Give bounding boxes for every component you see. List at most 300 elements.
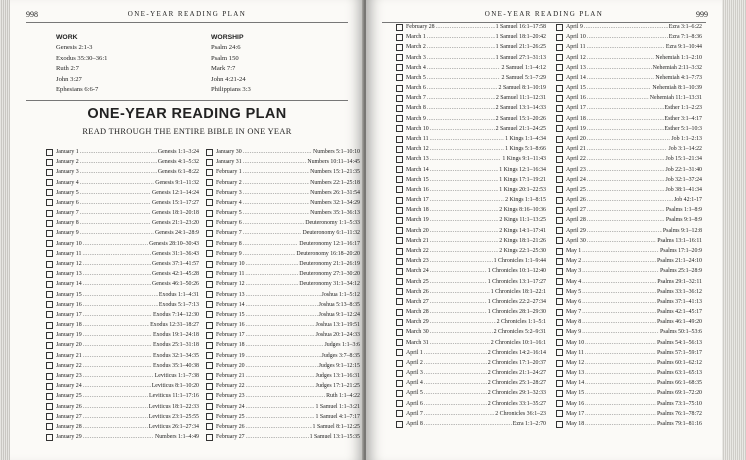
reading-entry[interactable]	[206, 249, 360, 259]
reading-reference: Psalms 79:1–81:16	[656, 421, 702, 428]
reading-checkbox[interactable]	[206, 210, 213, 217]
reading-entry[interactable]	[46, 371, 199, 381]
reading-entry[interactable]	[46, 157, 199, 167]
reading-checkbox[interactable]	[556, 329, 563, 336]
reading-entry[interactable]	[556, 277, 702, 287]
reading-checkbox[interactable]	[206, 250, 213, 257]
reading-checkbox[interactable]	[556, 136, 563, 143]
reading-entry[interactable]	[396, 338, 546, 348]
reading-checkbox[interactable]	[556, 288, 563, 295]
reading-checkbox[interactable]	[206, 159, 213, 166]
reading-entry[interactable]	[556, 42, 702, 52]
reading-checkbox[interactable]	[46, 301, 53, 308]
reading-entry[interactable]	[396, 226, 546, 236]
reading-entry[interactable]	[46, 269, 199, 279]
reading-checkbox[interactable]	[206, 403, 213, 410]
topic-reference: Philippians 3:3	[211, 86, 251, 93]
reading-entry[interactable]	[396, 266, 546, 276]
reading-checkbox[interactable]	[396, 24, 403, 31]
reading-entry[interactable]	[396, 165, 546, 175]
reading-entry[interactable]	[206, 259, 360, 269]
reading-entry[interactable]	[556, 134, 702, 144]
reading-entry[interactable]	[46, 412, 199, 422]
reading-entry[interactable]	[206, 279, 360, 289]
reading-checkbox[interactable]	[396, 166, 403, 173]
reading-checkbox[interactable]	[396, 115, 403, 122]
reading-date: January 9	[56, 230, 79, 237]
reading-checkbox[interactable]	[556, 390, 563, 397]
reading-checkbox[interactable]	[396, 370, 403, 377]
reading-entry[interactable]	[46, 279, 199, 289]
reading-entry[interactable]	[46, 432, 199, 442]
reading-checkbox[interactable]	[46, 199, 53, 206]
reading-checkbox[interactable]	[396, 227, 403, 234]
reading-checkbox[interactable]	[46, 291, 53, 298]
leader-dots	[427, 93, 495, 103]
reading-date: April 5	[406, 390, 423, 397]
reading-entry[interactable]	[206, 167, 360, 177]
reading-checkbox[interactable]	[46, 332, 53, 339]
reading-checkbox[interactable]	[556, 421, 563, 428]
reading-entry[interactable]	[46, 188, 199, 198]
reading-checkbox[interactable]	[46, 169, 53, 176]
reading-entry[interactable]	[396, 175, 546, 185]
reading-entry[interactable]	[46, 351, 199, 361]
reading-checkbox[interactable]	[556, 74, 563, 81]
reading-checkbox[interactable]	[556, 309, 563, 316]
reading-checkbox[interactable]	[396, 54, 403, 61]
reading-entry[interactable]	[46, 340, 199, 350]
reading-checkbox[interactable]	[206, 322, 213, 329]
reading-entry[interactable]	[206, 391, 360, 401]
reading-reference: 1 Chronicles 18:1–22:1	[490, 288, 546, 295]
reading-entry[interactable]	[396, 73, 546, 83]
reading-entry[interactable]	[556, 185, 702, 195]
reading-entry[interactable]	[556, 358, 702, 368]
reading-checkbox[interactable]	[206, 393, 213, 400]
reading-checkbox[interactable]	[206, 281, 213, 288]
reading-checkbox[interactable]	[396, 197, 403, 204]
reading-entry[interactable]	[206, 218, 360, 228]
reading-checkbox[interactable]	[556, 227, 563, 234]
reading-entry[interactable]	[206, 330, 360, 340]
reading-entry[interactable]	[206, 228, 360, 238]
reading-entry[interactable]	[206, 188, 360, 198]
reading-entry[interactable]	[46, 249, 199, 259]
reading-checkbox[interactable]	[46, 373, 53, 380]
reading-entry[interactable]	[556, 114, 702, 124]
reading-checkbox[interactable]	[206, 149, 213, 156]
reading-date: March 26	[406, 288, 429, 295]
reading-entry[interactable]	[396, 195, 546, 205]
reading-entry[interactable]	[396, 53, 546, 63]
reading-checkbox[interactable]	[46, 159, 53, 166]
reading-checkbox[interactable]	[396, 329, 403, 336]
reading-entry[interactable]	[556, 53, 702, 63]
reading-reference: Nehemiah 8:1–10:39	[652, 85, 702, 92]
reading-entry[interactable]	[206, 310, 360, 320]
reading-entry[interactable]	[46, 239, 199, 249]
reading-entry[interactable]	[556, 246, 702, 256]
reading-checkbox[interactable]	[46, 311, 53, 318]
reading-entry[interactable]	[46, 402, 199, 412]
reading-checkbox[interactable]	[206, 373, 213, 380]
reading-checkbox[interactable]	[206, 311, 213, 318]
reading-checkbox[interactable]	[556, 298, 563, 305]
reading-entry[interactable]	[396, 32, 546, 42]
reading-entry[interactable]	[556, 327, 702, 337]
reading-checkbox[interactable]	[46, 210, 53, 217]
reading-checkbox[interactable]	[396, 309, 403, 316]
reading-entry[interactable]	[46, 361, 199, 371]
reading-entry[interactable]	[46, 310, 199, 320]
reading-checkbox[interactable]	[396, 421, 403, 428]
reading-checkbox[interactable]	[206, 332, 213, 339]
reading-entry[interactable]	[396, 297, 546, 307]
reading-checkbox[interactable]	[206, 230, 213, 237]
reading-checkbox[interactable]	[556, 64, 563, 71]
reading-checkbox[interactable]	[396, 34, 403, 41]
leader-dots	[587, 53, 655, 63]
reading-checkbox[interactable]	[46, 179, 53, 186]
reading-entry[interactable]	[556, 297, 702, 307]
reading-checkbox[interactable]	[206, 413, 213, 420]
leader-dots	[587, 175, 665, 185]
reading-entry[interactable]	[556, 175, 702, 185]
reading-checkbox[interactable]	[46, 413, 53, 420]
reading-entry[interactable]	[206, 432, 360, 442]
reading-entry[interactable]	[556, 388, 702, 398]
reading-checkbox[interactable]	[396, 146, 403, 153]
reading-entry[interactable]	[206, 381, 360, 391]
reading-checkbox[interactable]	[396, 258, 403, 265]
reading-entry[interactable]	[46, 178, 199, 188]
reading-entry[interactable]	[206, 361, 360, 371]
reading-checkbox[interactable]	[396, 217, 403, 224]
leader-dots	[582, 297, 656, 307]
reading-checkbox[interactable]	[46, 149, 53, 156]
reading-checkbox[interactable]	[396, 339, 403, 346]
reading-checkbox[interactable]	[46, 281, 53, 288]
reading-entry[interactable]	[206, 198, 360, 208]
reading-entry[interactable]	[46, 422, 199, 432]
reading-entry[interactable]	[396, 287, 546, 297]
reading-entry[interactable]	[556, 409, 702, 419]
reading-checkbox[interactable]	[206, 362, 213, 369]
reading-checkbox[interactable]	[206, 434, 213, 441]
reading-checkbox[interactable]	[556, 115, 563, 122]
reading-checkbox[interactable]	[206, 261, 213, 268]
reading-checkbox[interactable]	[556, 95, 563, 102]
reading-checkbox[interactable]	[206, 342, 213, 349]
reading-checkbox[interactable]	[206, 240, 213, 247]
reading-checkbox[interactable]	[556, 370, 563, 377]
reading-checkbox[interactable]	[556, 319, 563, 326]
reading-entry[interactable]	[396, 399, 546, 409]
reading-entry[interactable]	[206, 239, 360, 249]
reading-checkbox[interactable]	[556, 54, 563, 61]
reading-entry[interactable]	[46, 198, 199, 208]
reading-checkbox[interactable]	[46, 342, 53, 349]
reading-entry[interactable]	[46, 259, 199, 269]
reading-entry[interactable]	[206, 402, 360, 412]
reading-checkbox[interactable]	[396, 400, 403, 407]
reading-date: March 14	[406, 166, 429, 173]
reading-entry[interactable]	[396, 134, 546, 144]
reading-checkbox[interactable]	[206, 291, 213, 298]
reading-entry[interactable]	[206, 208, 360, 218]
reading-checkbox[interactable]	[396, 268, 403, 275]
reading-checkbox[interactable]	[556, 34, 563, 41]
reading-entry[interactable]	[556, 378, 702, 388]
reading-entry[interactable]	[556, 215, 702, 225]
reading-checkbox[interactable]	[556, 217, 563, 224]
reading-entry[interactable]	[206, 371, 360, 381]
reading-entry[interactable]	[396, 114, 546, 124]
reading-checkbox[interactable]	[396, 390, 403, 397]
reading-checkbox[interactable]	[206, 301, 213, 308]
reading-reference: 2 Samuel 21:1–24:25	[495, 125, 546, 132]
reading-checkbox[interactable]	[396, 125, 403, 132]
reading-checkbox[interactable]	[556, 400, 563, 407]
reading-checkbox[interactable]	[396, 248, 403, 255]
reading-entry[interactable]	[46, 330, 199, 340]
reading-entry[interactable]	[556, 144, 702, 154]
reading-checkbox[interactable]	[556, 278, 563, 285]
reading-entry[interactable]	[396, 124, 546, 134]
reading-date: March 29	[406, 319, 429, 326]
reading-entry[interactable]	[396, 22, 546, 32]
reading-entry[interactable]	[396, 205, 546, 215]
reading-checkbox[interactable]	[556, 339, 563, 346]
reading-entry[interactable]	[556, 266, 702, 276]
reading-entry[interactable]	[46, 208, 199, 218]
reading-checkbox[interactable]	[556, 349, 563, 356]
reading-checkbox[interactable]	[206, 352, 213, 359]
reading-entry[interactable]	[396, 256, 546, 266]
reading-checkbox[interactable]	[206, 179, 213, 186]
reading-checkbox[interactable]	[46, 362, 53, 369]
reading-entry[interactable]	[556, 287, 702, 297]
reading-entry[interactable]	[396, 154, 546, 164]
reading-checkbox[interactable]	[46, 261, 53, 268]
reading-entry[interactable]	[556, 154, 702, 164]
reading-checkbox[interactable]	[556, 176, 563, 183]
reading-checkbox[interactable]	[556, 248, 563, 255]
reading-checkbox[interactable]	[396, 74, 403, 81]
reading-entry[interactable]	[396, 419, 546, 429]
reading-checkbox[interactable]	[396, 136, 403, 143]
reading-checkbox[interactable]	[396, 105, 403, 112]
reading-entry[interactable]	[46, 228, 199, 238]
reading-checkbox[interactable]	[46, 383, 53, 390]
reading-entry[interactable]	[556, 73, 702, 83]
reading-checkbox[interactable]	[556, 186, 563, 193]
reading-checkbox[interactable]	[556, 410, 563, 417]
reading-checkbox[interactable]	[206, 423, 213, 430]
reading-entry[interactable]	[556, 348, 702, 358]
reading-entry[interactable]	[556, 399, 702, 409]
reading-checkbox[interactable]	[206, 199, 213, 206]
reading-entry[interactable]	[396, 388, 546, 398]
reading-entry[interactable]	[396, 368, 546, 378]
reading-entry[interactable]	[46, 391, 199, 401]
reading-checkbox[interactable]	[396, 85, 403, 92]
reading-reference: Numbers 35:1–36:13	[310, 210, 360, 217]
reading-date: February 16	[216, 322, 245, 329]
reading-checkbox[interactable]	[556, 44, 563, 51]
reading-entry[interactable]	[206, 290, 360, 300]
reading-entry[interactable]	[556, 83, 702, 93]
reading-entry[interactable]	[46, 147, 199, 157]
reading-checkbox[interactable]	[46, 403, 53, 410]
reading-entry[interactable]	[206, 269, 360, 279]
leader-dots	[587, 42, 665, 52]
reading-checkbox[interactable]	[396, 95, 403, 102]
reading-entry[interactable]	[396, 83, 546, 93]
reading-checkbox[interactable]	[556, 166, 563, 173]
reading-checkbox[interactable]	[46, 230, 53, 237]
reading-checkbox[interactable]	[556, 258, 563, 265]
reading-entry[interactable]	[556, 124, 702, 134]
reading-checkbox[interactable]	[206, 189, 213, 196]
reading-entry[interactable]	[206, 422, 360, 432]
reading-entry[interactable]	[46, 381, 199, 391]
reading-checkbox[interactable]	[46, 393, 53, 400]
reading-entry[interactable]	[556, 205, 702, 215]
reading-checkbox[interactable]	[396, 156, 403, 163]
reading-checkbox[interactable]	[556, 237, 563, 244]
reading-entry[interactable]	[556, 307, 702, 317]
reading-checkbox[interactable]	[556, 360, 563, 367]
reading-entry[interactable]	[396, 246, 546, 256]
reading-checkbox[interactable]	[396, 380, 403, 387]
reading-checkbox[interactable]	[46, 352, 53, 359]
reading-entry[interactable]	[396, 327, 546, 337]
reading-entry[interactable]	[556, 165, 702, 175]
reading-entry[interactable]	[46, 218, 199, 228]
reading-checkbox[interactable]	[556, 207, 563, 214]
reading-entry[interactable]	[206, 320, 360, 330]
reading-date: April 7	[406, 410, 423, 417]
reading-checkbox[interactable]	[46, 434, 53, 441]
reading-checkbox[interactable]	[396, 410, 403, 417]
reading-checkbox[interactable]	[396, 176, 403, 183]
reading-entry[interactable]	[396, 185, 546, 195]
reading-checkbox[interactable]	[556, 268, 563, 275]
reading-entry[interactable]	[396, 317, 546, 327]
reading-checkbox[interactable]	[46, 220, 53, 227]
leader-dots	[83, 351, 152, 361]
reading-checkbox[interactable]	[556, 85, 563, 92]
reading-checkbox[interactable]	[396, 64, 403, 71]
reading-checkbox[interactable]	[396, 349, 403, 356]
reading-entry[interactable]	[206, 300, 360, 310]
reading-checkbox[interactable]	[556, 105, 563, 112]
reading-checkbox[interactable]	[556, 197, 563, 204]
reading-checkbox[interactable]	[396, 298, 403, 305]
reading-entry[interactable]	[396, 215, 546, 225]
reading-checkbox[interactable]	[46, 322, 53, 329]
reading-checkbox[interactable]	[396, 237, 403, 244]
reading-entry[interactable]	[556, 236, 702, 246]
reading-checkbox[interactable]	[396, 186, 403, 193]
reading-entry[interactable]	[396, 378, 546, 388]
reading-entry[interactable]	[556, 338, 702, 348]
reading-checkbox[interactable]	[556, 146, 563, 153]
reading-checkbox[interactable]	[46, 250, 53, 257]
reading-checkbox[interactable]	[46, 271, 53, 278]
reading-checkbox[interactable]	[206, 271, 213, 278]
reading-entry[interactable]	[556, 419, 702, 429]
reading-entry[interactable]	[556, 226, 702, 236]
reading-entry[interactable]	[206, 157, 360, 167]
reading-entry[interactable]	[396, 63, 546, 73]
reading-checkbox[interactable]	[556, 156, 563, 163]
reading-entry[interactable]	[556, 317, 702, 327]
reading-checkbox[interactable]	[46, 423, 53, 430]
reading-entry[interactable]	[396, 277, 546, 287]
reading-entry[interactable]	[46, 167, 199, 177]
reading-entry[interactable]	[556, 63, 702, 73]
page-subtitle: READ THROUGH THE ENTIRE BIBLE IN ONE YEAR	[82, 127, 292, 136]
reading-entry[interactable]	[396, 358, 546, 368]
reading-entry[interactable]	[556, 93, 702, 103]
reading-checkbox[interactable]	[556, 380, 563, 387]
reading-entry[interactable]	[46, 320, 199, 330]
leader-dots	[582, 256, 656, 266]
reading-checkbox[interactable]	[46, 240, 53, 247]
reading-entry[interactable]	[556, 256, 702, 266]
reading-entry[interactable]	[556, 195, 702, 205]
reading-entry[interactable]	[206, 412, 360, 422]
reading-entry[interactable]	[206, 340, 360, 350]
reading-checkbox[interactable]	[46, 189, 53, 196]
reading-entry[interactable]	[556, 32, 702, 42]
reading-checkbox[interactable]	[206, 383, 213, 390]
reading-entry[interactable]	[556, 103, 702, 113]
reading-checkbox[interactable]	[396, 278, 403, 285]
reading-entry[interactable]	[396, 236, 546, 246]
reading-checkbox[interactable]	[396, 360, 403, 367]
reading-checkbox[interactable]	[556, 125, 563, 132]
reading-checkbox[interactable]	[396, 44, 403, 51]
reading-entry[interactable]	[556, 368, 702, 378]
reading-entry[interactable]	[396, 409, 546, 419]
leader-dots	[243, 147, 312, 157]
reading-entry[interactable]	[46, 290, 199, 300]
reading-checkbox[interactable]	[206, 169, 213, 176]
reading-checkbox[interactable]	[396, 288, 403, 295]
reading-entry[interactable]	[396, 42, 546, 52]
reading-checkbox[interactable]	[206, 220, 213, 227]
reading-entry[interactable]	[396, 307, 546, 317]
reading-entry[interactable]	[206, 351, 360, 361]
reading-entry[interactable]	[396, 93, 546, 103]
reading-entry[interactable]	[556, 22, 702, 32]
reading-checkbox[interactable]	[396, 319, 403, 326]
reading-entry[interactable]	[396, 103, 546, 113]
reading-entry[interactable]	[206, 178, 360, 188]
reading-checkbox[interactable]	[396, 207, 403, 214]
leader-dots	[430, 338, 490, 348]
reading-entry[interactable]	[46, 300, 199, 310]
reading-entry[interactable]	[206, 147, 360, 157]
reading-checkbox[interactable]	[556, 24, 563, 31]
reading-reference: 2 Chronicles 33:1–35:27	[487, 400, 546, 407]
reading-entry[interactable]	[396, 144, 546, 154]
reading-entry[interactable]	[396, 348, 546, 358]
